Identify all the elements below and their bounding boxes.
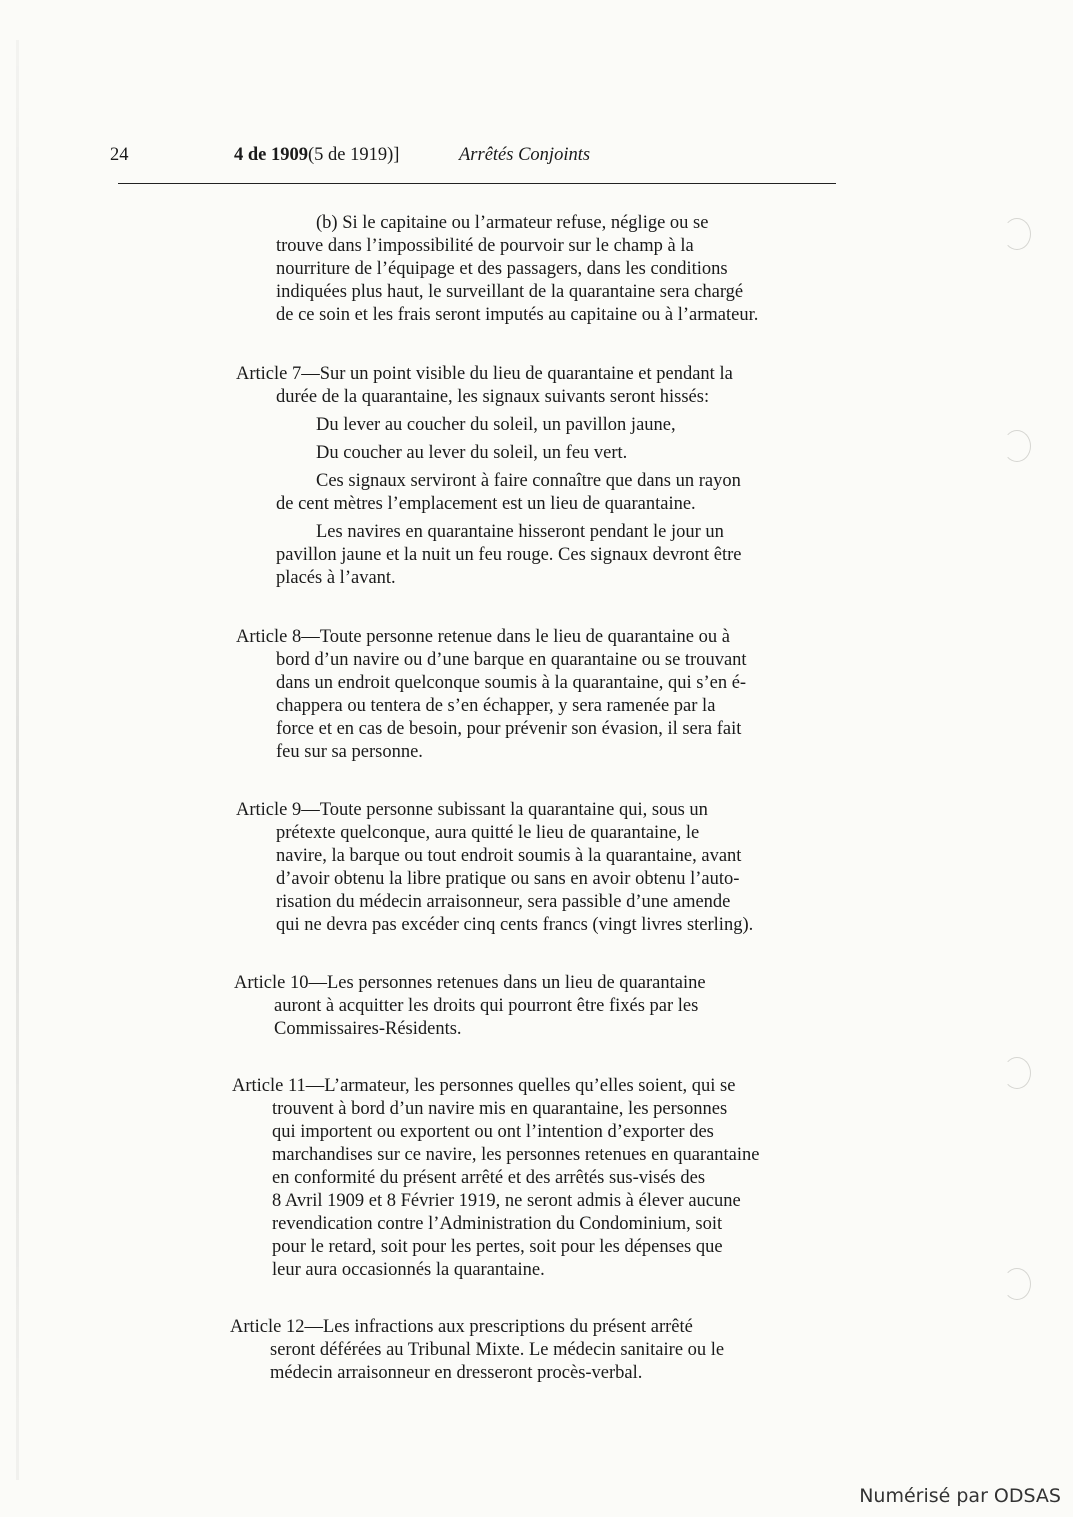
- article-11: [232, 1075, 836, 1282]
- paragraph-line: de ce soin et les frais seront imputés au capitaine ou à l’armateur.: [276, 305, 759, 325]
- article-line: pour le retard, soit pour les pertes, soit pour les dépenses que: [272, 1237, 723, 1257]
- article-line: pavillon jaune et la nuit un feu rouge. Ces signaux devront être: [276, 545, 742, 565]
- article-12: [230, 1316, 836, 1385]
- article-line: Du lever au coucher du soleil, un pavillon jaune,: [316, 415, 676, 435]
- article-line: bord d’un navire ou d’une barque en quarantaine ou se trouvant: [276, 650, 747, 670]
- article-line: revendication contre l’Administration du Condominium, soit: [272, 1214, 723, 1234]
- article-lead: Article 9—Toute personne subissant la quarantaine qui, sous un: [236, 800, 708, 820]
- article-line: marchandises sur ce navire, les personnes retenues en quarantaine: [272, 1145, 760, 1165]
- paragraph-line: nourriture de l’équipage et des passagers, dans les conditions: [276, 259, 728, 279]
- article-7: [236, 363, 836, 590]
- article-line: durée de la quarantaine, les signaux suivants seront hissés:: [276, 387, 710, 407]
- article-line: placés à l’avant.: [276, 568, 396, 588]
- punch-hole-mark: [1003, 430, 1031, 462]
- article-line: leur aura occasionnés la quarantaine.: [272, 1260, 545, 1280]
- header-ref-paren: (5 de 1919)]: [308, 145, 400, 165]
- page-edge: [16, 40, 19, 1480]
- article-9: [236, 799, 836, 937]
- article-line: qui ne devra pas excéder cinq cents francs (vingt livres sterling).: [276, 915, 754, 935]
- header-reference: [234, 145, 399, 166]
- article-line: trouvent à bord d’un navire mis en quarantaine, les personnes: [272, 1099, 728, 1119]
- article-line: médecin arraisonneur en dresseront procès-verbal.: [270, 1363, 643, 1383]
- article-lead: Article 10—Les personnes retenues dans un lieu de quarantaine: [234, 973, 706, 993]
- paragraph-b: [276, 212, 836, 327]
- article-line: chappera ou tentera de s’en échapper, y sera ramenée par la: [276, 696, 716, 716]
- article-line: Les navires en quarantaine hisseront pendant le jour un: [316, 522, 724, 542]
- paragraph-line: trouve dans l’impossibilité de pourvoir sur le champ à la: [276, 236, 694, 256]
- article-line: seront déférées au Tribunal Mixte. Le médecin sanitaire ou le: [270, 1340, 725, 1360]
- digitization-credit: Numérisé par ODSAS: [859, 1485, 1061, 1507]
- article-line: feu sur sa personne.: [276, 742, 423, 762]
- article-line: en conformité du présent arrêté et des arrêtés sus-visés des: [272, 1168, 706, 1188]
- running-header: [110, 145, 836, 171]
- article-line: prétexte quelconque, aura quitté le lieu de quarantaine, le: [276, 823, 700, 843]
- article-lead: Article 11—L’armateur, les personnes quelles qu’elles soient, qui se: [232, 1076, 736, 1096]
- article-line: de cent mètres l’emplacement est un lieu de quarantaine.: [276, 494, 696, 514]
- page-number: 24: [110, 145, 129, 165]
- article-line: navire, la barque ou tout endroit soumis à la quarantaine, avant: [276, 846, 742, 866]
- paragraph-line: indiquées plus haut, le surveillant de la quarantaine sera chargé: [276, 282, 744, 302]
- article-line: Ces signaux serviront à faire connaître que dans un rayon: [316, 471, 741, 491]
- punch-hole-mark: [1003, 1057, 1031, 1089]
- punch-hole-mark: [1003, 1268, 1031, 1300]
- article-8: [236, 626, 836, 764]
- article-line: dans un endroit quelconque soumis à la quarantaine, qui s’en é-: [276, 673, 747, 693]
- article-line: 8 Avril 1909 et 8 Février 1919, ne seront admis à élever aucune: [272, 1191, 741, 1211]
- header-ref-main: 4 de 1909: [234, 145, 308, 165]
- article-10: [234, 972, 836, 1041]
- article-line: force et en cas de besoin, pour prévenir son évasion, il sera fait: [276, 719, 742, 739]
- header-rule: [118, 183, 836, 184]
- article-line: auront à acquitter les droits qui pourront être fixés par les: [274, 996, 699, 1016]
- article-line: d’avoir obtenu la libre pratique ou sans en avoir obtenu l’auto-: [276, 869, 740, 889]
- article-line: qui importent ou exportent ou ont l’intention d’exporter des: [272, 1122, 714, 1142]
- article-line: risation du médecin arraisonneur, sera passible d’une amende: [276, 892, 731, 912]
- article-line: Du coucher au lever du soleil, un feu vert.: [316, 443, 628, 463]
- article-lead: Article 7—Sur un point visible du lieu de quarantaine et pendant la: [236, 364, 733, 384]
- paragraph-line: (b) Si le capitaine ou l’armateur refuse, néglige ou se: [316, 213, 709, 233]
- article-lead: Article 8—Toute personne retenue dans le lieu de quarantaine ou à: [236, 627, 730, 647]
- header-title: Arrêtés Conjoints: [459, 145, 591, 165]
- article-lead: Article 12—Les infractions aux prescriptions du présent arrêté: [230, 1317, 693, 1337]
- article-line: Commissaires-Résidents.: [274, 1019, 462, 1039]
- punch-hole-mark: [1003, 218, 1031, 250]
